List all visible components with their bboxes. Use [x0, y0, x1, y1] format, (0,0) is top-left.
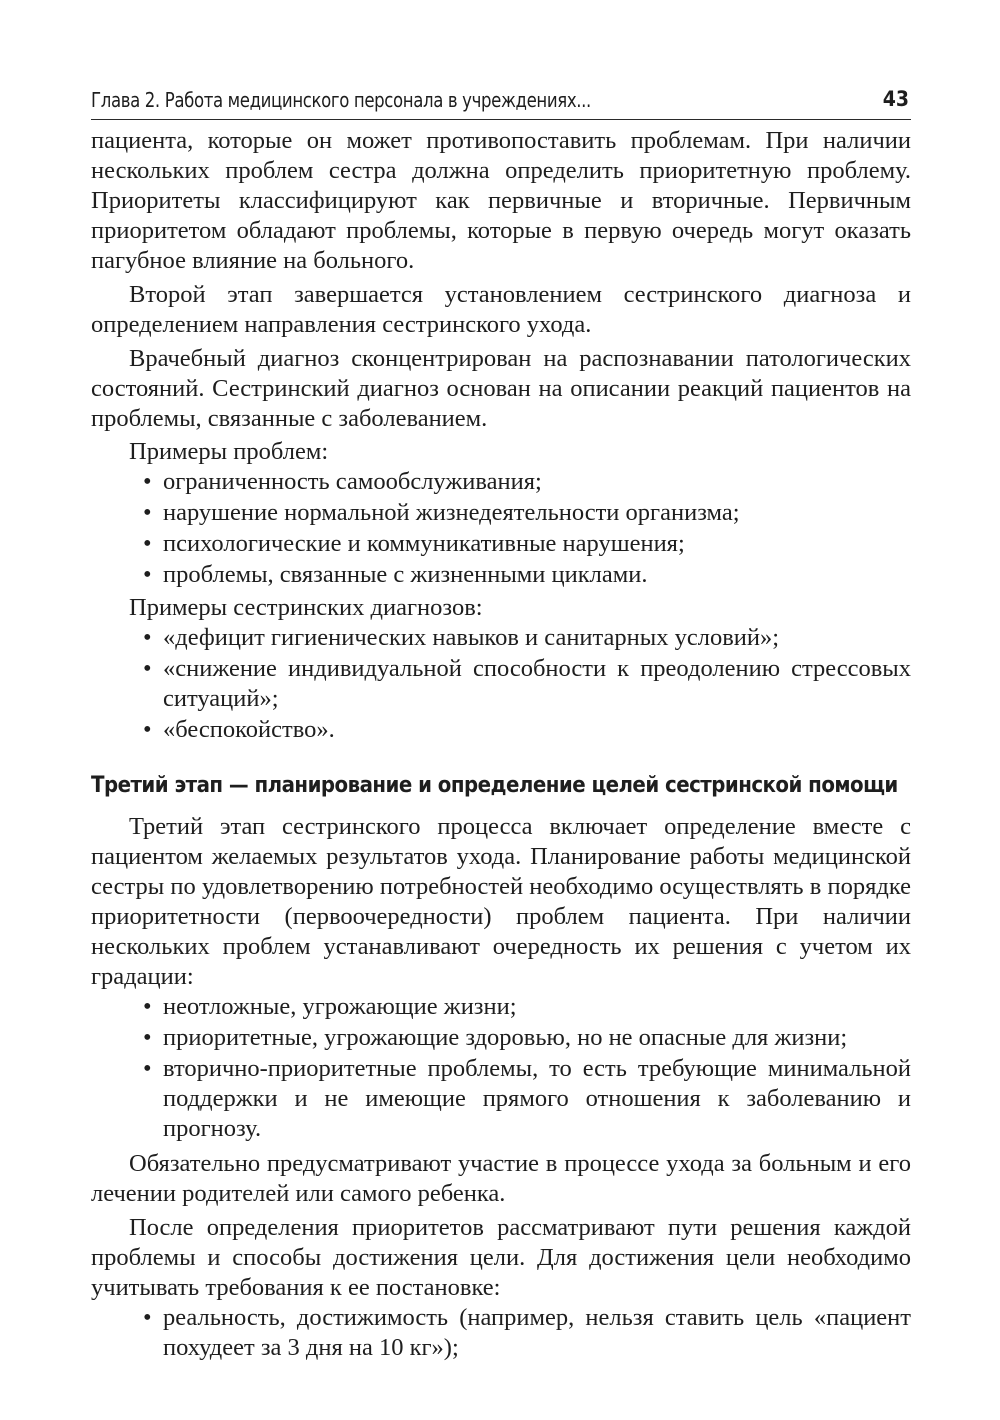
list-item: [91, 560, 911, 590]
list-item-text: неотложные, угрожающие жизни;: [163, 993, 517, 1020]
bullet-icon: •: [143, 716, 152, 743]
list-item: [91, 1023, 911, 1053]
page-number: 43: [882, 87, 909, 111]
list-item-text: «снижение индивидуальной способности к преодолению стрессовых ситуаций»;: [163, 655, 911, 712]
list-item-text: «дефицит гигиенических навыков и санитарных условий»;: [163, 624, 780, 651]
bullet-icon: •: [143, 499, 152, 526]
paragraph-5: Обязательно предусматривают участие в процессе ухода за больным и его лечении родителей или самого ребенка.: [91, 1150, 911, 1207]
list-item-text: приоритетные, угрожающие здоровью, но не опасные для жизни;: [163, 1024, 848, 1051]
list-item: [91, 715, 911, 745]
section-heading: Третий этап — планирование и определение целей сестринской помощи: [91, 773, 898, 798]
list-2-lead: Примеры сестринских диагнозов:: [129, 594, 483, 621]
bullet-icon: •: [143, 655, 152, 682]
list-item-text: «беспокойство».: [163, 716, 335, 743]
list-item: [91, 623, 911, 653]
bullet-icon: •: [143, 1055, 152, 1082]
paragraph-2: Второй этап завершается установлением сестринского диагноза и определением направления сестринского ухода.: [91, 281, 911, 338]
bullet-icon: •: [143, 1024, 152, 1051]
list-item: [91, 992, 911, 1022]
page-body: [91, 126, 911, 1363]
bullet-icon: •: [143, 993, 152, 1020]
list-item-text: психологические и коммуникативные нарушения;: [163, 530, 685, 557]
list-item-text: проблемы, связанные с жизненными циклами.: [163, 561, 648, 588]
list-item-text: вторично-приоритетные проблемы, то есть требующие минимальной поддержки и не имеющие прямого отношения к заболеванию и прогнозу.: [163, 1055, 911, 1142]
list-item: [91, 1303, 911, 1363]
list-item: [91, 467, 911, 497]
list-item-text: нарушение нормальной жизнедеятельности организма;: [163, 499, 740, 526]
problems-list: [91, 467, 911, 590]
list-1-lead: Примеры проблем:: [129, 438, 329, 465]
nursing-diagnoses-list: [91, 623, 911, 745]
list-item: [91, 529, 911, 559]
list-item-text: реальность, достижимость (например, нельзя ставить цель «пациент похудеет за 3 дня на 10 кг»);: [163, 1304, 911, 1361]
list-item-text: ограниченность самообслуживания;: [163, 468, 542, 495]
paragraph-3: Врачебный диагноз сконцентрирован на распознавании патологических состояний. Сестринский диагноз основан на описании реакций пациентов на проблемы, связанные с заболеванием.: [91, 345, 911, 432]
paragraph-4: Третий этап сестринского процесса включает определение вместе с пациентом желаемых результатов ухода. Планирование работы медицинской сестры по удовлетворению потребностей необходимо осуществлять в порядке приоритетности (первоочередности) проблем пациента. При наличии нескольких проблем устанавливают очередность их решения с учетом их градации:: [91, 813, 911, 990]
bullet-icon: •: [143, 561, 152, 588]
chapter-title: Глава 2. Работа медицинского персонала в учреждениях...: [91, 88, 591, 112]
bullet-icon: •: [143, 468, 152, 495]
list-item: [91, 1054, 911, 1144]
goal-requirements-list: [91, 1303, 911, 1363]
priority-list: [91, 992, 911, 1144]
bullet-icon: •: [143, 624, 152, 651]
list-item: [91, 498, 911, 528]
bullet-icon: •: [143, 530, 152, 557]
paragraph-6: После определения приоритетов рассматривают пути решения каждой проблемы и способы достижения цели. Для достижения цели необходимо учитывать требования к ее постановке:: [91, 1214, 911, 1301]
bullet-icon: •: [143, 1304, 152, 1331]
running-header: [91, 84, 911, 116]
list-item: [91, 654, 911, 714]
header-divider: [91, 119, 911, 120]
paragraph-1: пациента, которые он может противопоставить проблемам. При наличии нескольких проблем сестра должна определить приоритетную проблему. Приоритеты классифицируют как первичные и вторичные. Первичным приоритетом обладают проблемы, которые в первую очередь могут оказать пагубное влияние на больного.: [91, 127, 911, 274]
